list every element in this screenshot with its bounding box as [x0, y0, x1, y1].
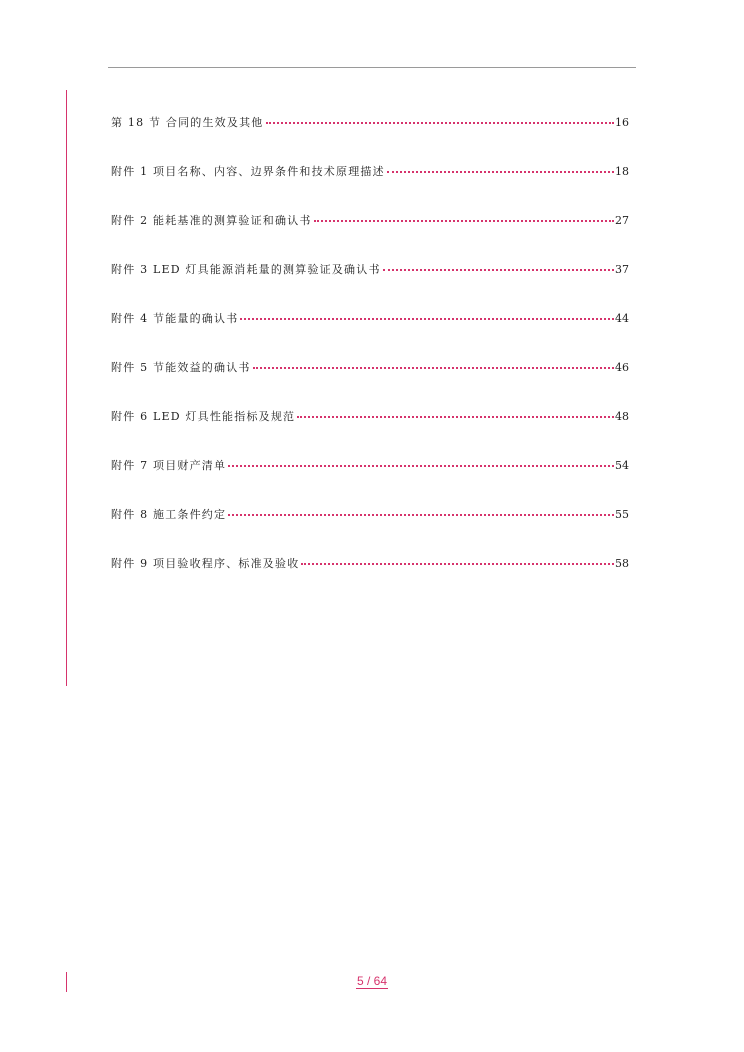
toc-entry-page: 44 [615, 312, 629, 325]
toc-entry[interactable] [111, 161, 629, 210]
toc-entry-label: 第 18 节 合同的生效及其他 [111, 116, 264, 129]
toc-entry-page: 54 [615, 459, 629, 472]
toc-dot-leader [266, 110, 615, 124]
toc-dot-leader [314, 208, 614, 222]
toc-entry[interactable] [111, 406, 629, 455]
table-of-contents [111, 112, 629, 602]
toc-entry[interactable] [111, 308, 629, 357]
left-margin-bar [66, 90, 67, 686]
toc-entry-label: 附件 1 项目名称、内容、边界条件和技术原理描述 [111, 165, 385, 178]
toc-dot-leader [253, 355, 614, 369]
toc-dot-leader [383, 257, 614, 271]
toc-entry-label: 附件 6 LED 灯具性能指标及规范 [111, 410, 296, 423]
toc-entry-page: 58 [615, 557, 629, 570]
toc-entry-page: 48 [615, 410, 629, 423]
page-number [0, 974, 744, 989]
toc-entry[interactable] [111, 553, 629, 602]
toc-entry[interactable] [111, 357, 629, 406]
toc-entry[interactable] [111, 210, 629, 259]
toc-entry-label: 附件 4 节能量的确认书 [111, 312, 239, 325]
toc-entry[interactable] [111, 504, 629, 553]
toc-dot-leader [240, 306, 614, 320]
toc-entry-label: 附件 5 节能效益的确认书 [111, 361, 251, 374]
toc-dot-leader [387, 159, 614, 173]
toc-entry-page: 27 [615, 214, 629, 227]
toc-entry[interactable] [111, 455, 629, 504]
toc-entry-page: 46 [615, 361, 629, 374]
toc-entry[interactable] [111, 259, 629, 308]
toc-dot-leader [228, 453, 614, 467]
toc-entry-label: 附件 9 项目验收程序、标准及验收 [111, 557, 300, 570]
toc-dot-leader [301, 551, 614, 565]
toc-entry-label: 附件 3 LED 灯具能源消耗量的测算验证及确认书 [111, 263, 381, 276]
toc-dot-leader [297, 404, 614, 418]
toc-dot-leader [228, 502, 614, 516]
header-rule [108, 67, 636, 68]
toc-entry-label: 附件 2 能耗基准的测算验证和确认书 [111, 214, 312, 227]
toc-entry-page: 16 [615, 116, 629, 129]
toc-entry-page: 37 [615, 263, 629, 276]
toc-entry-page: 18 [615, 165, 629, 178]
toc-entry-page: 55 [615, 508, 629, 521]
toc-entry-label: 附件 8 施工条件约定 [111, 508, 227, 521]
toc-entry-label: 附件 7 项目财产清单 [111, 459, 227, 472]
toc-entry[interactable] [111, 112, 629, 161]
page-number-text: 5 / 64 [356, 974, 388, 988]
